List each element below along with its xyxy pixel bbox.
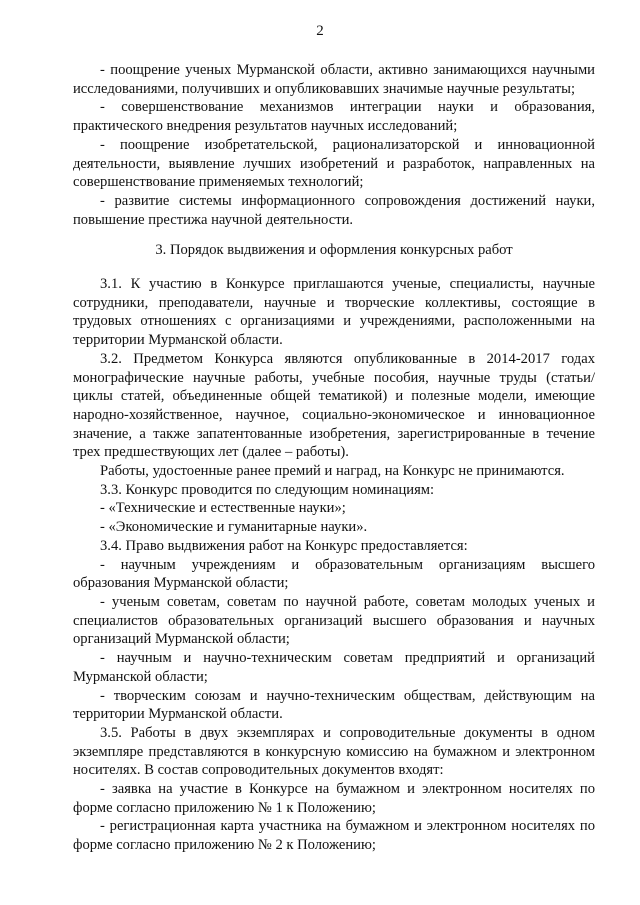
paragraph: Работы, удостоенные ранее премий и наград, на Конкурс не принимаются.: [100, 463, 565, 480]
list-item: - регистрационная карта участника на бумажном и электронном носителях по форме согласно приложению № 2 к Положению;: [73, 818, 595, 854]
paragraph: 3.5. Работы в двух экземплярах и сопроводительные документы в одном экземпляре представляются в конкурсную комиссию на бумажном и электронном носителях. В состав сопроводительных документов входят:: [73, 724, 595, 779]
list-item: - «Экономические и гуманитарные науки».: [100, 519, 368, 536]
paragraph: 3.3. Конкурс проводится по следующим номинациям:: [100, 481, 435, 498]
list-item: - научным и научно-техническим советам предприятий и организаций Мурманской области;: [73, 650, 595, 685]
paragraph: - поощрение ученых Мурманской области, активно занимающихся научными исследованиями, получивших и опубликовавших значимые научные результаты;: [73, 62, 595, 97]
list-item: - заявка на участие в Конкурсе на бумажном и электронном носителях по форме согласно приложению № 1 к Положению;: [73, 781, 595, 816]
paragraph: - поощрение изобретательской, рационализаторской и инновационной деятельности, выявление лучших изобретений и разработок, направленных на совершенствование применяемых технологий;: [73, 136, 595, 191]
paragraph: 3.2. Предметом Конкурса являются опубликованные в 2014-2017 годах монографические научные работы, учебные пособия, научные труды (статьи/циклы статей, объединенные общей тематикой) и полезные модели, имеющие народно-хозяйственное, научное, социально-экономическое и инновационное значение, а также запатентованные изобретения, зарегистрированные в течение трех предшествующих лет (далее – работы).: [73, 350, 595, 461]
list-item: - творческим союзам и научно-техническим обществам, действующим на территории Мурманской области.: [73, 687, 595, 723]
list-item: - «Технические и естественные науки»;: [100, 500, 346, 517]
section-heading: 3. Порядок выдвижения и оформления конкурсных работ: [155, 242, 513, 259]
list-item: - ученым советам, советам по научной работе, советам молодых ученых и специалистов образовательных организаций высшего образования и научных организаций Мурманской области;: [73, 593, 595, 648]
page-number: 2: [316, 23, 324, 39]
paragraph: 3.4. Право выдвижения работ на Конкурс предоставляется:: [100, 537, 468, 554]
paragraph: 3.1. К участию в Конкурсе приглашаются ученые, специалисты, научные сотрудники, преподаватели, научные и творческие коллективы, состоящие в трудовых отношениях с организациями и учреждениями, расположенными на территории Мурманской области.: [73, 276, 595, 349]
paragraph: - совершенствование механизмов интеграции науки и образования, практического внедрения результатов научных исследований;: [73, 99, 595, 135]
paragraph: - развитие системы информационного сопровождения достижений науки, повышение престижа научной деятельности.: [73, 192, 595, 228]
document-body: [73, 61, 595, 855]
list-item: - научным учреждениям и образовательным организациям высшего образования Мурманской области;: [73, 556, 595, 592]
